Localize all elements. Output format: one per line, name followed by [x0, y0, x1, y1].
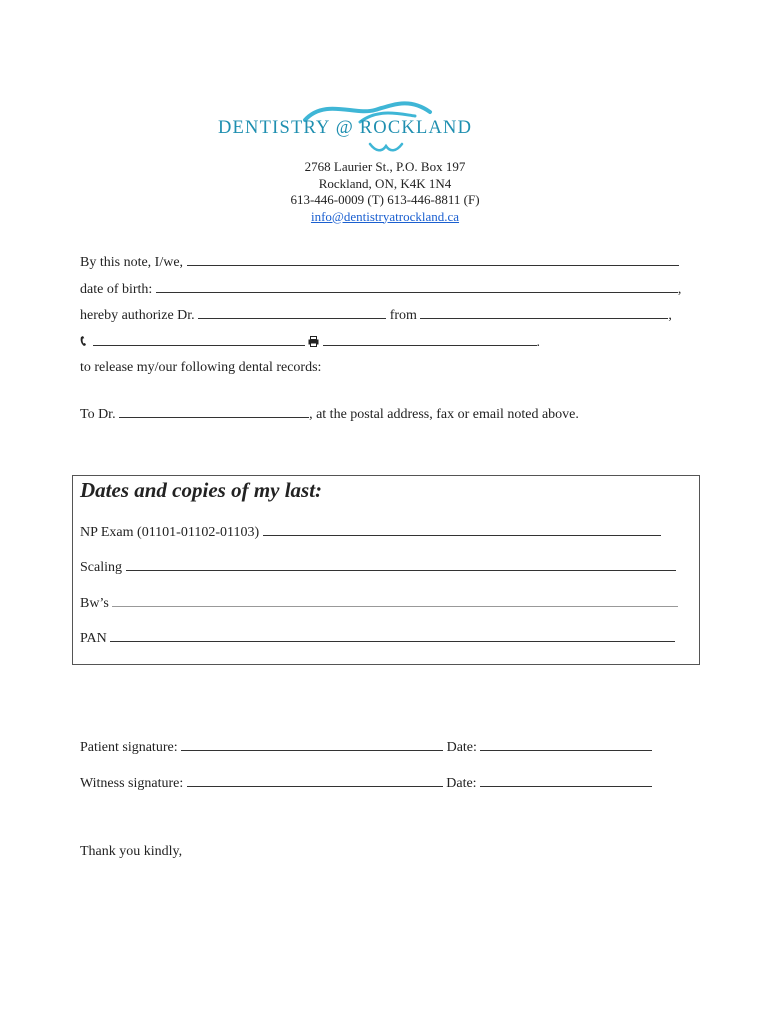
scaling-label: Scaling: [80, 560, 122, 575]
patient-date-label: Date:: [446, 740, 477, 755]
records-title: Dates and copies of my last:: [80, 478, 323, 502]
bws-line: [80, 593, 678, 612]
to-dr-label: To Dr.: [80, 407, 116, 422]
pan-label: PAN: [80, 631, 107, 646]
phone-fax-line: 613-446-0009 (T) 613-446-8811 (F): [290, 192, 480, 207]
contact-line: .: [80, 332, 540, 351]
address-block: [0, 159, 770, 225]
witness-signature-line: [80, 773, 652, 792]
bws-field[interactable]: [112, 593, 678, 607]
authorize-label: hereby authorize Dr.: [80, 308, 195, 323]
patient-signature-field[interactable]: [181, 737, 443, 751]
witness-signature-label: Witness signature:: [80, 776, 184, 791]
closing-text: Thank you kindly,: [80, 844, 183, 859]
scaling-field[interactable]: [126, 557, 676, 571]
dob-label: date of birth:: [80, 282, 153, 297]
patient-signature-line: [80, 737, 652, 756]
by-note-label: By this note, I/we,: [80, 255, 184, 270]
patient-date-field[interactable]: [480, 737, 652, 751]
by-note-line: [80, 252, 679, 271]
witness-date-field[interactable]: [480, 773, 652, 787]
bws-label: Bw’s: [80, 596, 109, 611]
clinic-logo: [210, 100, 560, 158]
witness-date-label: Date:: [446, 776, 477, 791]
address-line-1: 2768 Laurier St., P.O. Box 197: [304, 159, 466, 174]
dob-line: date of birth: ,: [80, 279, 681, 298]
from-field[interactable]: [420, 305, 668, 319]
email-link[interactable]: info@dentistryatrockland.ca: [310, 208, 460, 224]
to-dr-field[interactable]: [119, 404, 309, 418]
phone-field[interactable]: [93, 332, 305, 346]
authorize-line: hereby authorize Dr. from ,: [80, 305, 672, 324]
np-exam-label: NP Exam (01101-01102-01103): [80, 525, 260, 540]
witness-signature-field[interactable]: [187, 773, 443, 787]
release-text: to release my/our following dental records:: [80, 360, 322, 375]
to-dr-suffix: , at the postal address, fax or email noted above.: [309, 407, 579, 422]
phone-icon: [80, 335, 89, 347]
pan-line: [80, 628, 675, 647]
scaling-line: [80, 557, 676, 576]
patient-signature-label: Patient signature:: [80, 740, 178, 755]
logo-text: DENTISTRY @ ROCKLAND: [218, 118, 473, 138]
patient-name-field[interactable]: [187, 252, 679, 266]
np-exam-line: [80, 522, 661, 541]
to-dr-line: [80, 404, 579, 423]
doctor-name-field[interactable]: [198, 305, 386, 319]
dob-field[interactable]: [156, 279, 678, 293]
address-line-2: Rockland, ON, K4K 1N4: [318, 175, 452, 191]
np-exam-field[interactable]: [263, 522, 661, 536]
fax-field[interactable]: [323, 332, 537, 346]
pan-field[interactable]: [110, 628, 675, 642]
fax-icon: [308, 336, 319, 347]
from-label: from: [389, 308, 417, 323]
